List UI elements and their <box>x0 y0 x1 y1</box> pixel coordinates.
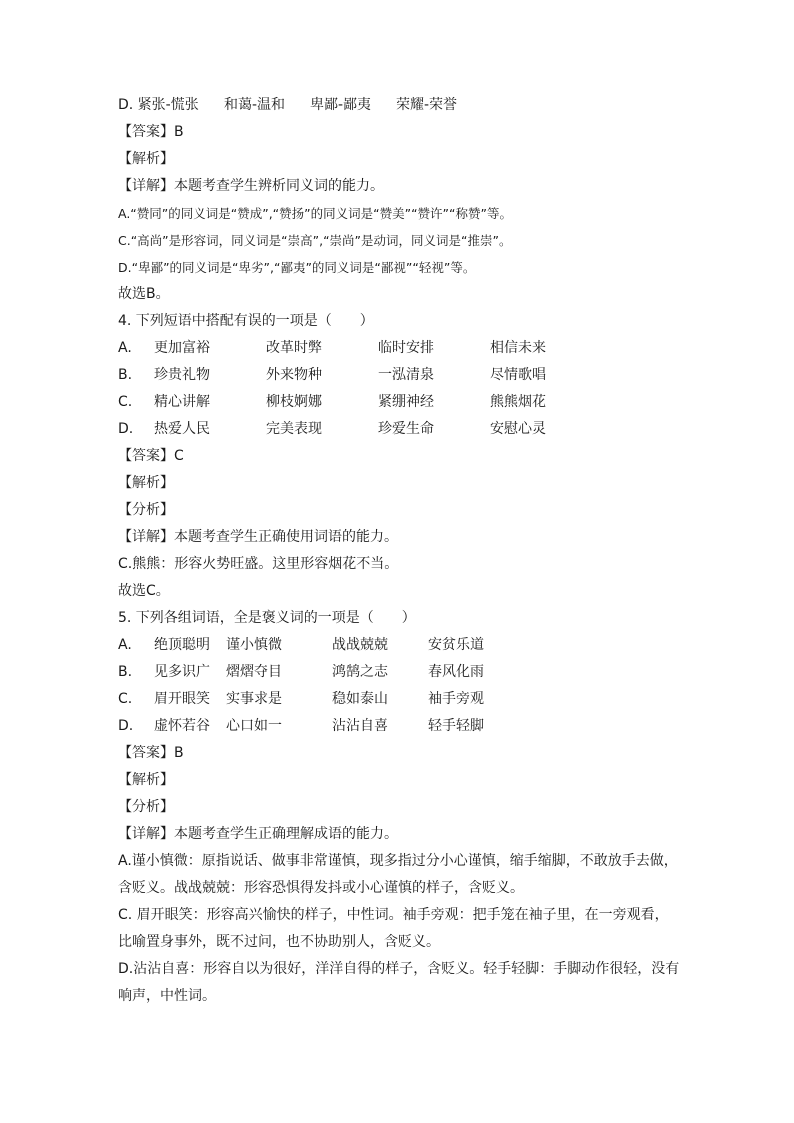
option-item: 相信未来 <box>490 340 546 356</box>
q3-option-d <box>118 92 718 119</box>
option-item: 轻手轻脚 <box>428 718 484 734</box>
option-item: 鸿鹄之志 <box>332 664 388 680</box>
option-item: 见多识广 <box>154 664 210 680</box>
option-item: 一泓清泉 <box>378 367 434 383</box>
option-item: 改革时弊 <box>266 340 322 356</box>
option-label: D. <box>118 421 134 437</box>
option-item: 沾沾自喜 <box>332 718 388 734</box>
option-item: 谨小慎微 <box>226 637 282 653</box>
q3-explanation-c: C.“高尚”是形容词，同义词是“崇高”,“崇尚”是动词，同义词是“推崇”。 <box>118 233 512 248</box>
option-item: 袖手旁观 <box>428 691 484 707</box>
option-item: 绝顶聪明 <box>154 637 210 653</box>
option-item: 心口如一 <box>226 718 282 734</box>
q3-detail: 【详解】本题考查学生辨析同义词的能力。 <box>118 178 384 194</box>
option-label: A. <box>118 637 132 653</box>
q5-explanation-line: 比喻置身事外，既不过问，也不协助别人，含贬义。 <box>118 934 440 950</box>
q3-analysis-heading: 【解析】 <box>118 151 174 167</box>
option-item: 完美表现 <box>266 421 322 437</box>
q5-explanation-line: D.沾沾自喜：形容自以为很好，洋洋自得的样子，含贬义。轻手轻脚：手脚动作很轻，没有 <box>118 961 680 977</box>
option-label: C. <box>118 394 133 410</box>
q3-option-d-item-3: 卑鄙-鄙夷 <box>310 97 372 113</box>
option-item: 柳枝婀娜 <box>266 394 322 410</box>
option-label: B. <box>118 367 133 383</box>
option-item: 尽情歌唱 <box>490 367 546 383</box>
option-item: 稳如泰山 <box>332 691 388 707</box>
option-item: 珍贵礼物 <box>154 367 210 383</box>
q5-fenxi: 【分析】 <box>118 799 174 815</box>
q3-explanation-a: A.“赞同”的同义词是“赞成”,“赞扬”的同义词是“赞美”“赞许”“称赞”等。 <box>118 206 512 221</box>
option-label: D. <box>118 718 134 734</box>
option-item: 临时安排 <box>378 340 434 356</box>
option-item: 春风化雨 <box>428 664 484 680</box>
q5-explanation-line: 含贬义。战战兢兢：形容恐惧得发抖或小心谨慎的样子，含贬义。 <box>118 880 524 896</box>
option-item: 安贫乐道 <box>428 637 484 653</box>
option-item: 珍爱生命 <box>378 421 434 437</box>
q3-answer: 【答案】B <box>118 124 184 140</box>
q4-option-b <box>118 362 718 389</box>
q4-analysis-heading: 【解析】 <box>118 475 174 491</box>
q5-detail: 【详解】本题考查学生正确理解成语的能力。 <box>118 826 398 842</box>
q5-stem: 5. 下列各组词语，全是褒义词的一项是（ ） <box>118 610 416 626</box>
q4-detail: 【详解】本题考查学生正确使用词语的能力。 <box>118 529 398 545</box>
q5-option-a <box>118 632 718 659</box>
q4-explanation: C.熊熊：形容火势旺盛。这里形容烟花不当。 <box>118 556 399 572</box>
q4-fenxi: 【分析】 <box>118 502 174 518</box>
option-label: B. <box>118 664 133 680</box>
q5-option-d <box>118 713 718 740</box>
q5-explanation-line: 响声，中性词。 <box>118 988 216 1004</box>
q5-explanation-line: A.谨小慎微：原指说话、做事非常谨慎，现多指过分小心谨慎，缩手缩脚，不敢放手去做， <box>118 853 678 869</box>
q4-stem: 4. 下列短语中搭配有误的一项是（ ） <box>118 313 374 329</box>
q4-option-c <box>118 389 718 416</box>
option-label: A. <box>118 340 132 356</box>
option-item: 熠熠夺目 <box>226 664 282 680</box>
q3-option-d-item-2: 和蔼-温和 <box>224 97 286 113</box>
option-label: C. <box>118 691 133 707</box>
q5-option-c <box>118 686 718 713</box>
option-item: 实事求是 <box>226 691 282 707</box>
option-item: 安慰心灵 <box>490 421 546 437</box>
option-item: 虚怀若谷 <box>154 718 210 734</box>
option-item: 精心讲解 <box>154 394 210 410</box>
q5-explanation-line: C. 眉开眼笑：形容高兴愉快的样子，中性词。袖手旁观：把手笼在袖子里，在一旁观看， <box>118 907 669 923</box>
option-item: 眉开眼笑 <box>154 691 210 707</box>
q3-conclusion: 故选B。 <box>118 286 170 302</box>
q5-analysis-heading: 【解析】 <box>118 772 174 788</box>
document-page <box>118 92 718 1010</box>
q3-option-d-item-1: D. 紧张-慌张 <box>118 97 199 113</box>
option-item: 紧绷神经 <box>378 394 434 410</box>
option-item: 战战兢兢 <box>332 637 388 653</box>
option-item: 外来物种 <box>266 367 322 383</box>
q4-option-d <box>118 416 718 443</box>
option-item: 热爱人民 <box>154 421 210 437</box>
option-item: 熊熊烟花 <box>490 394 546 410</box>
q3-explanation-d: D.“卑鄙”的同义词是“卑劣”,“鄙夷”的同义词是“鄙视”“轻视”等。 <box>118 260 476 275</box>
option-item: 更加富裕 <box>154 340 210 356</box>
q5-option-b <box>118 659 718 686</box>
q4-option-a <box>118 335 718 362</box>
q3-option-d-item-4: 荣耀-荣誉 <box>396 97 458 113</box>
q4-answer: 【答案】C <box>118 448 184 464</box>
q4-conclusion: 故选C。 <box>118 583 170 599</box>
q5-answer: 【答案】B <box>118 745 184 761</box>
